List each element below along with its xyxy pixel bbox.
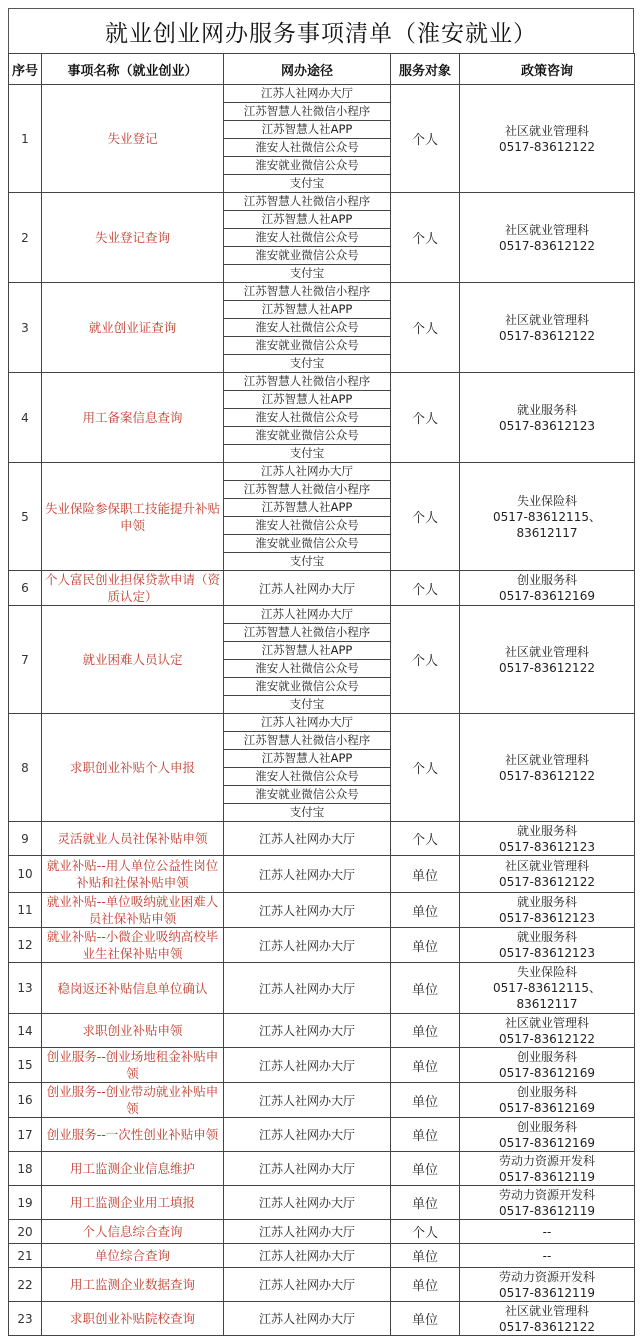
header-channel: 网办途径 [224, 54, 391, 85]
channel-entry: 支付宝 [289, 446, 325, 460]
policy-consult [460, 822, 635, 856]
table-row [9, 1118, 635, 1152]
item-name: 用工监测企业信息维护 [42, 1152, 224, 1186]
channel-entry: 江苏人社网办大厅 [224, 856, 391, 893]
policy-consult [460, 1268, 635, 1302]
item-name: 就业困难人员认定 [42, 606, 224, 714]
header-target: 服务对象 [391, 54, 460, 85]
service-target: 单位 [391, 1083, 460, 1118]
table-row [9, 963, 635, 1014]
row-number: 12 [9, 928, 42, 963]
row-number: 11 [9, 893, 42, 928]
policy-consult [460, 85, 635, 193]
item-name: 就业创业证查询 [42, 283, 224, 373]
policy-consult [460, 1152, 635, 1186]
consult-phone: 0517-83612169 [499, 1101, 595, 1115]
channel-entry: 江苏人社网办大厅 [224, 1083, 391, 1118]
service-target: 个人 [391, 571, 460, 606]
policy-consult [460, 1014, 635, 1048]
consult-phone: 0517-83612169 [499, 589, 595, 603]
service-target: 单位 [391, 963, 460, 1014]
policy-consult [460, 283, 635, 373]
consult-phone: 0517-83612122 [499, 1031, 595, 1046]
service-target: 个人 [391, 283, 460, 373]
channel-entry: 江苏智慧人社APP [224, 391, 390, 409]
channel-entry: 支付宝 [289, 697, 325, 711]
item-name: 求职创业补贴申领 [42, 1014, 224, 1048]
policy-consult [460, 893, 635, 928]
table-row [9, 1014, 635, 1048]
service-target: 个人 [391, 373, 460, 463]
consult-department: 就业服务科 [516, 895, 577, 909]
row-number: 3 [9, 283, 42, 373]
service-target: 个人 [391, 822, 460, 856]
policy-consult [460, 928, 635, 963]
policy-consult [460, 463, 635, 571]
row-number: 19 [9, 1186, 42, 1220]
row-number: 6 [9, 571, 42, 606]
table-row [9, 373, 635, 463]
consult-department: 劳动力资源开发科 [498, 1153, 595, 1168]
service-target: 单位 [391, 893, 460, 928]
consult-department: 劳动力资源开发科 [498, 1269, 595, 1284]
channel-entry: 支付宝 [289, 266, 325, 280]
service-table [8, 53, 635, 1336]
service-target: 单位 [391, 1186, 460, 1220]
service-target: 单位 [391, 1014, 460, 1048]
consult-phone: 0517-83612122 [499, 139, 595, 154]
channel-entry: 支付宝 [289, 805, 325, 819]
channel-entry: 淮安人社微信公众号 [224, 139, 390, 157]
item-name: 求职创业补贴院校查询 [42, 1302, 224, 1336]
channel-entry: 江苏人社网办大厅 [224, 822, 391, 856]
row-number: 13 [9, 963, 42, 1014]
channel-entry: 支付宝 [289, 356, 325, 370]
item-name: 就业补贴--单位吸纳就业困难人员社保补贴申领 [42, 893, 224, 928]
policy-consult [460, 1118, 635, 1152]
consult-department: 社区就业管理科 [504, 859, 589, 873]
table-row [9, 283, 635, 373]
consult-phone: 0517-83612119 [499, 1169, 595, 1184]
item-name: 单位综合查询 [42, 1244, 224, 1268]
table-row [9, 928, 635, 963]
table-row [9, 571, 635, 606]
consult-department: 就业服务科 [516, 823, 577, 838]
consult-department: 创业服务科 [516, 1050, 577, 1064]
consult-department: -- [542, 1248, 552, 1263]
table-row [9, 85, 635, 193]
item-name: 用工监测企业用工填报 [42, 1186, 224, 1220]
channel-entry: 江苏人社网办大厅 [224, 606, 390, 624]
service-target: 个人 [391, 85, 460, 193]
table-row [9, 193, 635, 283]
channel-entry: 淮安就业微信公众号 [224, 427, 390, 445]
row-number: 10 [9, 856, 42, 893]
channel-entry: 江苏人社网办大厅 [224, 1244, 391, 1268]
channel-entry: 江苏人社网办大厅 [224, 571, 391, 606]
table-row [9, 1048, 635, 1083]
header-consult: 政策咨询 [460, 54, 635, 85]
item-name: 创业服务--一次性创业补贴申领 [42, 1118, 224, 1152]
channel-entry: 江苏人社网办大厅 [224, 963, 391, 1014]
consult-phone: 83612117 [516, 997, 578, 1011]
policy-consult [460, 963, 635, 1014]
row-number: 17 [9, 1118, 42, 1152]
item-name: 就业补贴--用人单位公益性岗位补贴和社保补贴申领 [42, 856, 224, 893]
channel-entry: 江苏人社网办大厅 [224, 1048, 391, 1083]
service-target: 单位 [391, 856, 460, 893]
consult-phone: 0517-83612169 [499, 1135, 595, 1150]
row-number: 18 [9, 1152, 42, 1186]
consult-phone: 0517-83612122 [499, 1319, 595, 1334]
table-row [9, 1302, 635, 1336]
consult-phone: 0517-83612122 [499, 768, 595, 783]
table-row [9, 893, 635, 928]
consult-phone: 0517-83612115、 [493, 981, 601, 995]
channel-entry: 江苏智慧人社微信小程序 [224, 373, 390, 391]
consult-phone: 83612117 [516, 525, 578, 540]
row-number: 22 [9, 1268, 42, 1302]
consult-department: 劳动力资源开发科 [498, 1187, 595, 1202]
channel-entry: 江苏智慧人社微信小程序 [224, 103, 390, 121]
row-number: 7 [9, 606, 42, 714]
channel-entry: 江苏智慧人社APP [224, 301, 390, 319]
header-item: 事项名称（就业创业） [42, 54, 224, 85]
channel-entry: 江苏智慧人社微信小程序 [224, 732, 390, 750]
consult-department: 社区就业管理科 [504, 312, 589, 327]
consult-phone: 0517-83612123 [499, 418, 595, 433]
policy-consult [460, 1186, 635, 1220]
channel-entry: 淮安人社微信公众号 [224, 319, 390, 337]
item-name: 灵活就业人员社保补贴申领 [42, 822, 224, 856]
table-row [9, 1186, 635, 1220]
channel-list [224, 193, 391, 283]
item-name: 用工监测企业数据查询 [42, 1268, 224, 1302]
item-name: 失业登记查询 [42, 193, 224, 283]
item-name: 创业服务--创业带动就业补贴申领 [42, 1083, 224, 1118]
channel-entry: 江苏人社网办大厅 [224, 1152, 391, 1186]
channel-entry: 江苏人社网办大厅 [224, 928, 391, 963]
table-row [9, 714, 635, 822]
item-name: 用工备案信息查询 [42, 373, 224, 463]
consult-department: 创业服务科 [516, 1085, 577, 1099]
consult-phone: 0517-83612115、 [493, 509, 601, 524]
row-number: 20 [9, 1220, 42, 1244]
channel-list [224, 463, 391, 571]
channel-entry: 淮安就业微信公众号 [224, 337, 390, 355]
consult-department: 社区就业管理科 [504, 1303, 589, 1318]
channel-entry: 江苏智慧人社微信小程序 [224, 481, 390, 499]
consult-phone: 0517-83612169 [499, 1066, 595, 1080]
service-target: 单位 [391, 1244, 460, 1268]
table-row [9, 606, 635, 714]
table-row [9, 1152, 635, 1186]
channel-entry: 淮安就业微信公众号 [224, 247, 390, 265]
item-name: 求职创业补贴个人申报 [42, 714, 224, 822]
service-target: 单位 [391, 1268, 460, 1302]
channel-entry: 淮安人社微信公众号 [224, 660, 390, 678]
consult-phone: 0517-83612123 [499, 911, 595, 925]
item-name: 稳岗返还补贴信息单位确认 [42, 963, 224, 1014]
policy-consult [460, 1083, 635, 1118]
consult-department: 社区就业管理科 [504, 752, 589, 767]
policy-consult [460, 714, 635, 822]
channel-entry: 江苏人社网办大厅 [224, 1220, 391, 1244]
service-target: 单位 [391, 928, 460, 963]
row-number: 2 [9, 193, 42, 283]
channel-entry: 江苏智慧人社APP [224, 121, 390, 139]
channel-entry: 支付宝 [289, 176, 325, 190]
channel-list [224, 283, 391, 373]
policy-consult [460, 1244, 635, 1268]
channel-entry: 江苏智慧人社APP [224, 211, 390, 229]
channel-entry: 淮安人社微信公众号 [224, 768, 390, 786]
table-row [9, 1244, 635, 1268]
channel-entry: 江苏智慧人社微信小程序 [224, 193, 390, 211]
channel-entry: 江苏智慧人社APP [224, 750, 390, 768]
row-number: 8 [9, 714, 42, 822]
consult-phone: 0517-83612122 [499, 875, 595, 889]
row-number: 5 [9, 463, 42, 571]
table-row [9, 822, 635, 856]
consult-department: 社区就业管理科 [504, 222, 589, 237]
table-row [9, 1083, 635, 1118]
channel-entry: 江苏人社网办大厅 [224, 714, 390, 732]
policy-consult [460, 856, 635, 893]
channel-entry: 淮安就业微信公众号 [224, 535, 390, 553]
channel-entry: 江苏人社网办大厅 [224, 893, 391, 928]
channel-entry: 江苏人社网办大厅 [224, 1268, 391, 1302]
channel-entry: 淮安就业微信公众号 [224, 157, 390, 175]
consult-department: 创业服务科 [516, 1119, 577, 1134]
channel-entry: 江苏人社网办大厅 [224, 1302, 391, 1336]
consult-department: 社区就业管理科 [504, 123, 589, 138]
channel-entry: 支付宝 [289, 554, 325, 568]
row-number: 16 [9, 1083, 42, 1118]
consult-phone: 0517-83612123 [499, 839, 595, 854]
consult-department: -- [542, 1224, 552, 1239]
item-name: 个人富民创业担保贷款申请（资质认定） [42, 571, 224, 606]
row-number: 21 [9, 1244, 42, 1268]
channel-entry: 江苏人社网办大厅 [224, 1118, 391, 1152]
item-name: 个人信息综合查询 [42, 1220, 224, 1244]
item-name: 失业登记 [42, 85, 224, 193]
service-target: 单位 [391, 1302, 460, 1336]
channel-entry: 江苏人社网办大厅 [224, 1014, 391, 1048]
table-row [9, 856, 635, 893]
channel-entry: 江苏智慧人社微信小程序 [224, 624, 390, 642]
consult-department: 创业服务科 [516, 573, 577, 587]
service-target: 单位 [391, 1048, 460, 1083]
row-number: 23 [9, 1302, 42, 1336]
consult-department: 就业服务科 [516, 930, 577, 944]
consult-department: 失业保险科 [516, 965, 577, 979]
service-target: 个人 [391, 193, 460, 283]
channel-entry: 江苏人社网办大厅 [224, 463, 390, 481]
channel-list [224, 373, 391, 463]
channel-list [224, 606, 391, 714]
channel-entry: 江苏人社网办大厅 [224, 1186, 391, 1220]
policy-consult [460, 571, 635, 606]
consult-department: 社区就业管理科 [504, 644, 589, 659]
service-target: 个人 [391, 1220, 460, 1244]
item-name: 就业补贴--小微企业吸纳高校毕业生社保补贴申领 [42, 928, 224, 963]
item-name: 失业保险参保职工技能提升补贴申领 [42, 463, 224, 571]
policy-consult [460, 193, 635, 283]
channel-entry: 淮安就业微信公众号 [224, 786, 390, 804]
service-target: 单位 [391, 1118, 460, 1152]
document-title: 就业创业网办服务事项清单（淮安就业） [8, 8, 634, 54]
consult-phone: 0517-83612122 [499, 328, 595, 343]
channel-list [224, 85, 391, 193]
row-number: 14 [9, 1014, 42, 1048]
table-row [9, 1220, 635, 1244]
row-number: 1 [9, 85, 42, 193]
table-row [9, 1268, 635, 1302]
consult-phone: 0517-83612122 [499, 660, 595, 675]
table-row [9, 463, 635, 571]
consult-department: 社区就业管理科 [504, 1015, 589, 1030]
service-target: 个人 [391, 714, 460, 822]
service-target: 个人 [391, 463, 460, 571]
consult-phone: 0517-83612119 [499, 1285, 595, 1300]
consult-phone: 0517-83612119 [499, 1203, 595, 1218]
header-row [9, 54, 635, 85]
service-target: 单位 [391, 1152, 460, 1186]
channel-entry: 江苏智慧人社APP [224, 642, 390, 660]
policy-consult [460, 1220, 635, 1244]
channel-entry: 淮安就业微信公众号 [224, 678, 390, 696]
consult-department: 失业保险科 [516, 493, 577, 508]
row-number: 9 [9, 822, 42, 856]
item-name: 创业服务--创业场地租金补贴申领 [42, 1048, 224, 1083]
header-no: 序号 [9, 54, 42, 85]
consult-phone: 0517-83612122 [499, 238, 595, 253]
consult-department: 就业服务科 [516, 402, 577, 417]
channel-entry: 淮安人社微信公众号 [224, 409, 390, 427]
channel-entry: 江苏智慧人社微信小程序 [224, 283, 390, 301]
policy-consult [460, 1048, 635, 1083]
policy-consult [460, 1302, 635, 1336]
channel-entry: 淮安人社微信公众号 [224, 229, 390, 247]
row-number: 4 [9, 373, 42, 463]
channel-entry: 江苏人社网办大厅 [224, 85, 390, 103]
channel-entry: 江苏智慧人社APP [224, 499, 390, 517]
channel-entry: 淮安人社微信公众号 [224, 517, 390, 535]
row-number: 15 [9, 1048, 42, 1083]
consult-phone: 0517-83612123 [499, 946, 595, 960]
service-target: 个人 [391, 606, 460, 714]
policy-consult [460, 606, 635, 714]
policy-consult [460, 373, 635, 463]
channel-list [224, 714, 391, 822]
